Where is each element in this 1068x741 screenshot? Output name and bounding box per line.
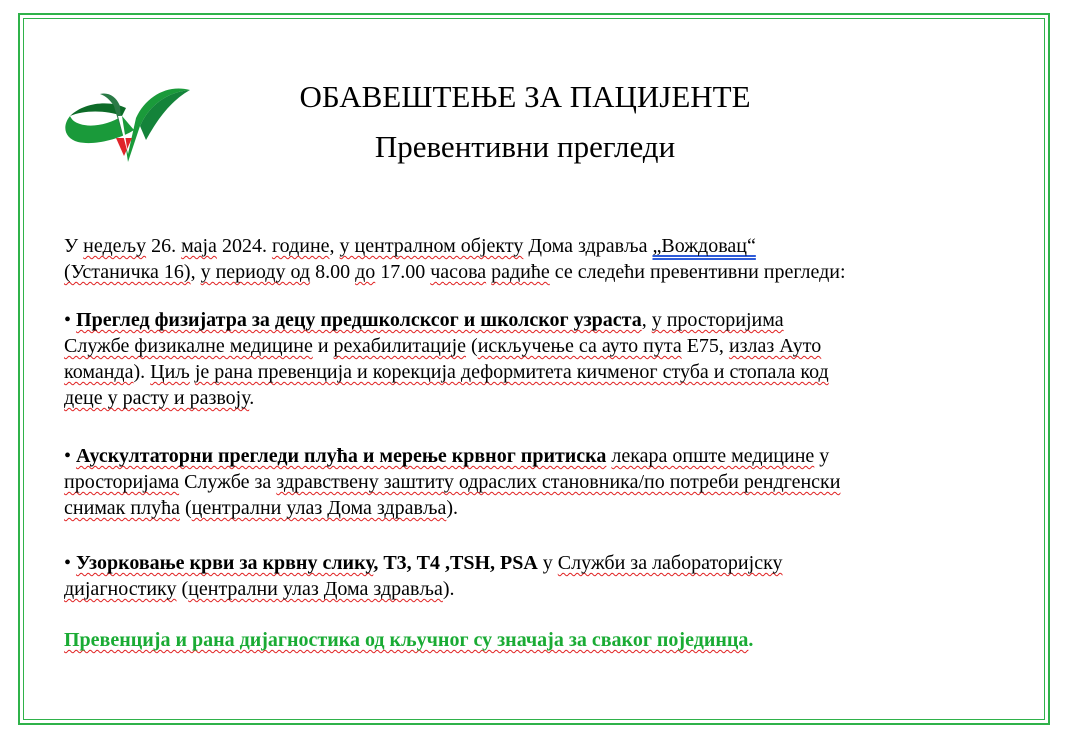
list-item-blood-sampling: • Узорковање крви за крвну слику, Т3, Т4 ,TSH, PSA у Служби за лабораторијску дијагностику (централни улаз Дома здравља). (64, 552, 783, 600)
intro-line-1: У недељу 26. маја 2024. године, у централном објекту Дома здравља „Вождовац“ (64, 235, 756, 257)
list-item-auscultation: • Аускултаторни прегледи плућа и мерење крвног притиска лекара опште медицине у просторијама Службе за здравствену заштиту одраслих становника/по потреби рендгенски снимак плућа (централни улаз Дома здравља). (64, 445, 841, 519)
notice-subtitle: Превентивни прегледи (374, 129, 676, 164)
list-item-physiatrist: • Преглед физијатра за децу предшколсксог и школског узраста, у просторијима Службе физикалне медицине и рехабилитације (искључење са ауто пута Е75, излаз Ауто команда). Циљ је рана превенција и корекција деформитета кичменог стуба и стопала код деце у расту и развоју. (64, 309, 829, 409)
dom-zdravlja-logo (62, 74, 202, 174)
notice-title: ОБАВЕШТЕЊЕ ЗА ПАЦИЈЕНТЕ (299, 79, 751, 114)
intro-line-2: (Устаничка 16), у периоду од 8.00 до 17.00 часова радиће се следећи превентивни прегледи: (64, 261, 846, 283)
intro-paragraph (64, 233, 1024, 285)
closing-statement: Превенција и рана дијагностика од кључног су значаја за сваког појединца. (64, 629, 754, 651)
